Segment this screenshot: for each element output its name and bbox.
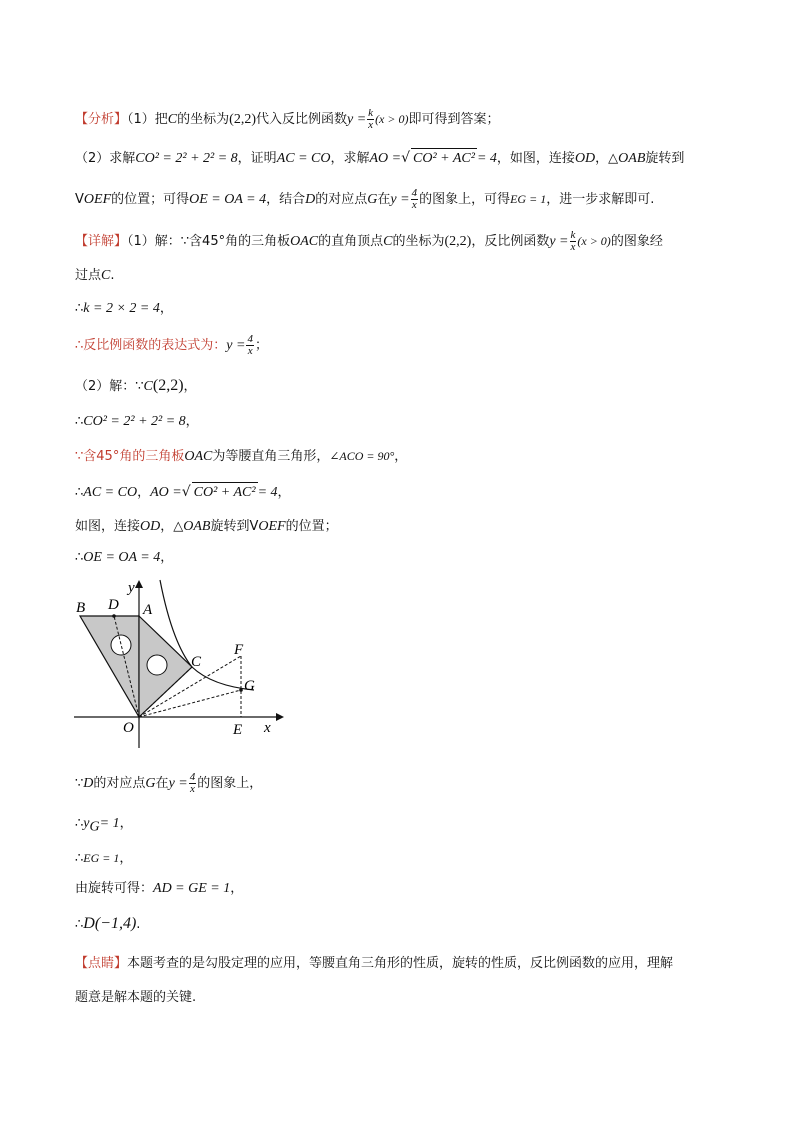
detail-line-12: $\therefore y_G= 1$， bbox=[75, 816, 133, 835]
detail-line-7: ∵含45°角的三角板OAC为等腰直角三角形，∠ACO = 90°， bbox=[75, 449, 408, 464]
detail-line-5: （2）解：∵C(2,2)， bbox=[75, 377, 197, 394]
x-axis-arrow-icon bbox=[276, 713, 284, 721]
geometry-figure bbox=[72, 578, 284, 748]
detail-line-9: 如图，连接OD，△OAB旋转到VOEF的位置； bbox=[75, 519, 338, 534]
detail-line-10: ∴OE = OA = 4， bbox=[75, 550, 174, 565]
detail-line-3: ∴k = 2 × 2 = 4， bbox=[75, 301, 173, 316]
label-c: C bbox=[191, 654, 202, 670]
detail-tag: 【详解】 bbox=[75, 234, 128, 249]
point-d bbox=[112, 614, 116, 618]
detail-line-15: ∴D(−1,4). bbox=[75, 915, 141, 932]
hole-circle bbox=[111, 635, 131, 655]
analysis-line-2: （2）求解CO² = 2² + 2² = 8，证明AC = CO，求解AO =√ CO² + AC² = 4，如图，连接OD，△OAB旋转到 bbox=[75, 148, 684, 169]
remark-line-2: 题意是解本题的关键. bbox=[75, 990, 197, 1005]
label-o: O bbox=[123, 720, 134, 736]
analysis-line-3: VOEF的位置；可得OE = OA = 4，结合D的对应点G在y = $\frac{4}{x}$ 的图象上，可得EG = 1，进一步求解即可. bbox=[75, 187, 655, 211]
detail-line-14: 由旋转可得：AD = GE = 1， bbox=[75, 881, 244, 896]
label-g: G bbox=[244, 678, 255, 694]
label-f: F bbox=[234, 642, 244, 658]
label-d: D bbox=[108, 597, 119, 613]
label-b: B bbox=[76, 600, 86, 616]
remark-line-1: 【点睛】本题考查的是勾股定理的应用，等腰直角三角形的性质，旋转的性质，反比例函数的应用，理解 bbox=[75, 956, 674, 971]
fraction-k-over-x: $\frac{k}{x}$ bbox=[368, 107, 374, 131]
detail-line-13: ∴EG = 1， bbox=[75, 851, 133, 866]
point-g bbox=[239, 688, 243, 692]
detail-line-11: ∵D的对应点G在y = $\frac{4}{x}$ 的图象上， bbox=[75, 771, 263, 795]
label-y: y bbox=[128, 580, 135, 596]
label-e: E bbox=[233, 722, 243, 738]
detail-line-4: ∴反比例函数的表达式为：y = $\frac{4}{x}$ ； bbox=[75, 333, 268, 357]
label-a: A bbox=[143, 602, 153, 618]
analysis-line-1: 【分析】（1）把C的坐标为(2,2)代入反比例函数y = $\frac{k}{x}$ (x > 0)即可得到答案； bbox=[75, 107, 500, 131]
triangle-oab bbox=[80, 616, 139, 717]
detail-line-1: 【详解】（1）解：∵含45°角的三角板OAC的直角顶点C的坐标为(2,2)，反比例函数y = $\frac{k}{x}$ (x > 0)的图象经 bbox=[75, 229, 663, 253]
remark-tag: 【点睛】 bbox=[75, 956, 128, 971]
detail-line-6: ∴CO² = 2² + 2² = 8， bbox=[75, 414, 199, 429]
label-x: x bbox=[264, 720, 271, 736]
detail-line-8: ∴AC = CO，AO =√ CO² + AC² = 4， bbox=[75, 482, 291, 503]
analysis-tag: 【分析】 bbox=[75, 112, 128, 127]
detail-line-2: 过点C. bbox=[75, 268, 115, 283]
hole-circle bbox=[147, 655, 167, 675]
y-axis-arrow-icon bbox=[135, 580, 143, 588]
